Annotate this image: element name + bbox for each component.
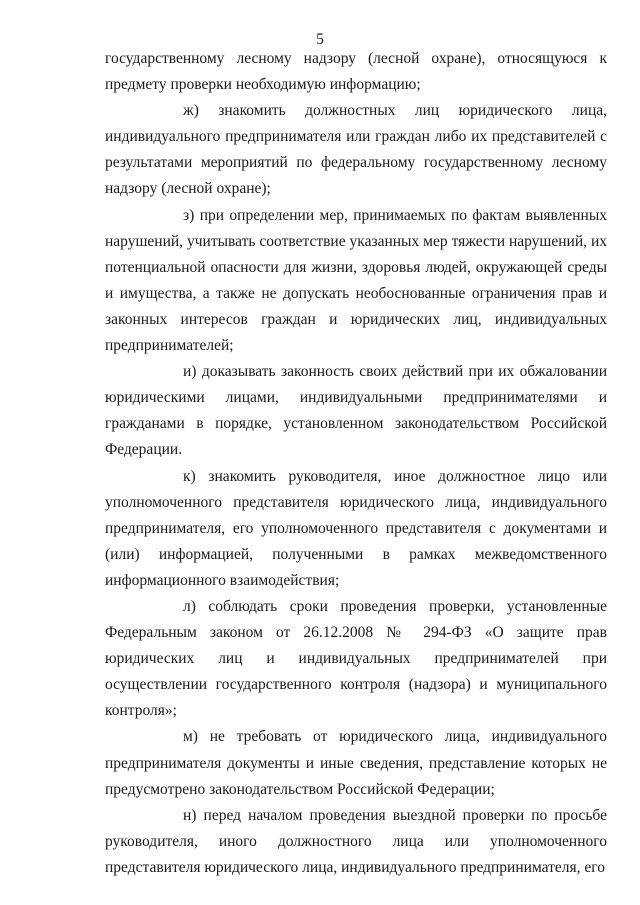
list-item-z: [105, 203, 607, 360]
paragraph-text: перед началом проведения выездной проверки по просьбе руководителя, иного должностного лица или уполномоченного представителя юридического лица, индивидуального предпринимателя, его: [105, 806, 607, 876]
paragraph-text: знакомить руководителя, иное должностное лицо или уполномоченного представителя юридического лица, индивидуального предпринимателя, его уполномоченного представителя с документами и (или) информацией, полученными в рамках межведомственного информационного взаимодействия;: [105, 467, 608, 589]
list-marker: з): [183, 206, 195, 224]
list-marker: ж): [183, 102, 199, 120]
document-body: [105, 46, 607, 881]
page-number: 5: [316, 31, 324, 48]
list-marker: л): [183, 597, 196, 615]
list-marker: н): [183, 806, 197, 824]
paragraph-text: при определении мер, принимаемых по фактам выявленных нарушений, учитывать соответствие указанных мер тяжести нарушений, их потенциальной опасности для жизни, здоровья людей, окружающей среды и имущества, а также не допускать необоснованные ограничения прав и законных интересов граждан и юридических лиц, индивидуальных предпринимателей;: [105, 206, 608, 355]
list-marker: и): [183, 363, 197, 381]
list-item-zh: [105, 98, 607, 202]
paragraph-continuation: [105, 46, 607, 98]
paragraph-text: доказывать законность своих действий при их обжаловании юридическими лицами, индивидуальными предпринимателями и гражданами в порядке, установленном законодательством Российской Федерации.: [105, 363, 608, 459]
list-marker: м): [183, 728, 198, 746]
list-item-m: [105, 724, 607, 802]
list-item-l: [105, 594, 607, 724]
paragraph-text: государственному лесному надзору (лесной охране), относящуюся к предмету проверки необходимую информацию;: [105, 50, 607, 94]
paragraph-text: не требовать от юридического лица, индивидуального предпринимателя документы и иные сведения, представление которых не предусмотрено законодательством Российской Федерации;: [105, 728, 607, 798]
list-item-k: [105, 464, 607, 594]
list-item-i: [105, 359, 607, 463]
list-item-n: [105, 803, 607, 881]
paragraph-text: соблюдать сроки проведения проверки, установленные Федеральным законом от 26.12.2008 № 294-ФЗ «О защите прав юридических лиц и индивидуальных предпринимателей при осуществлении государственного контроля (надзора) и муниципального контроля»;: [105, 597, 607, 720]
list-marker: к): [183, 467, 196, 485]
paragraph-text: знакомить должностных лиц юридического лица, индивидуального предпринимателя или граждан либо их представителей с результатами мероприятий по федеральному государственному лесному надзору (лесной охране);: [105, 102, 608, 198]
